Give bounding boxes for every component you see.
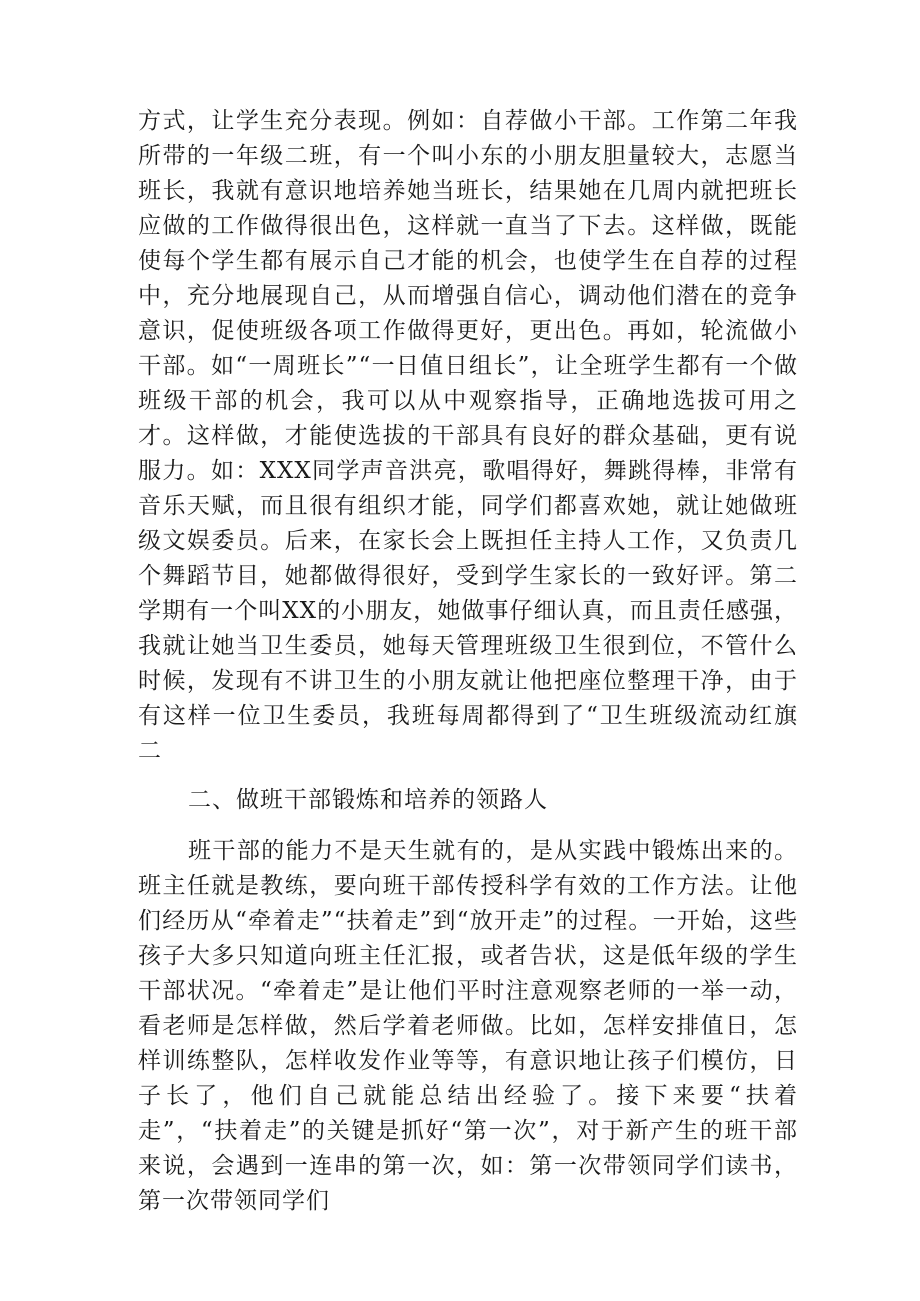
body-paragraph: 班干部的能力不是天生就有的，是从实践中锻炼出来的。班主任就是教练，要向班干部传授科学有效的工作方法。让他们经历从“牵着走”“扶着走”到“放开走”的过程。一开始，这些孩子大多只知道向班主任汇报，或者告状，这是低年级的学生干部状况。“牵着走”是让他们平时注意观察老师的一举一动，看老师是怎样做，然后学着老师做。比如，怎样安排值日，怎样训练整队，怎样收发作业等等，有意识地让孩子们模仿，日子长了，他们自己就能总结出经验了。接下来要“扶着走”，“扶着走”的关键是抓好“第一次”，对于新产生的班干部来说，会遇到一连串的第一次，如：第一次带领同学们读书，第一次带领同学们 [138,838,798,1214]
document-body [138,104,798,1219]
body-paragraph-continued: 方式，让学生充分表现。例如：自荐做小干部。工作第二年我所带的一年级二班，有一个叫小东的小朋友胆量较大，志愿当班长，我就有意识地培养她当班长，结果她在几周内就把班长应做的工作做得很出色，这样就一直当了下去。这样做，既能使每个学生都有展示自己才能的机会，也使学生在自荐的过程中，充分地展现自己，从而增强自信心，调动他们潜在的竞争意识，促使班级各项工作做得更好，更出色。再如，轮流做小干部。如“一周班长”“一日值日组长”，让全班学生都有一个做班级干部的机会，我可以从中观察指导，正确地选拔可用之才。这样做，才能使选拔的干部具有良好的群众基础，更有说服力。如：XXX同学声音洪亮，歌唱得好，舞跳得棒，非常有音乐天赋，而且很有组织才能，同学们都喜欢她，就让她做班级文娱委员。后来，在家长会上既担任主持人工作，又负责几个舞蹈节目，她都做得很好，受到学生家长的一致好评。第二学期有一个叫XX的小朋友，她做事仔细认真，而且责任感强，我就让她当卫生委员，她每天管理班级卫生很到位，不管什么时候，发现有不讲卫生的小朋友就让他把座位整理干净，由于有这样一位卫生委员，我班每周都得到了“卫生班级流动红旗二 [138,108,798,764]
section-heading: 二、做班干部锻炼和培养的领路人 [188,787,548,813]
